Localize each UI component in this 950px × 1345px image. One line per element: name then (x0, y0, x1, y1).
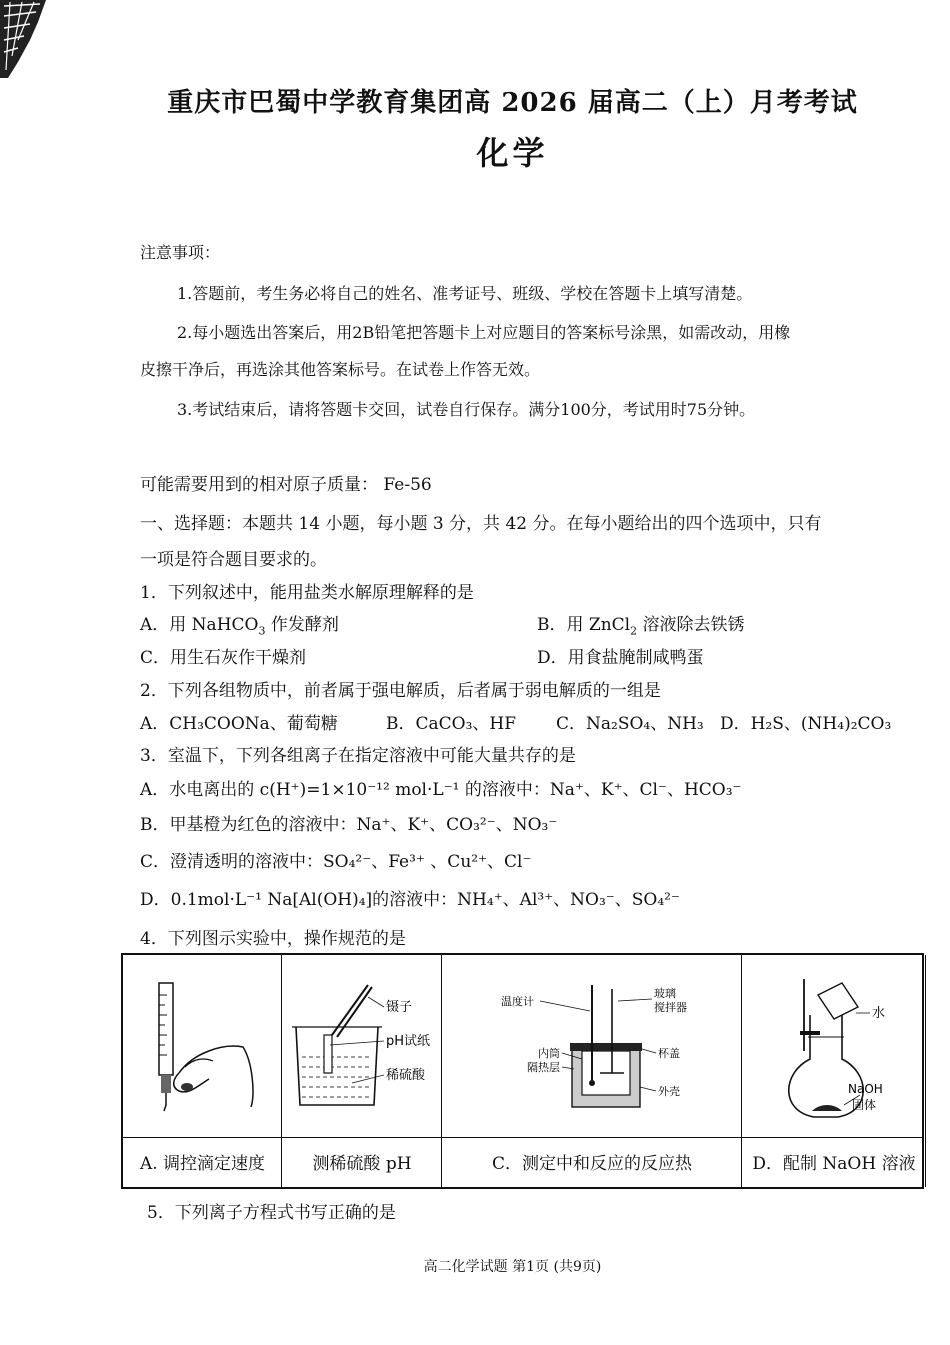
page-footer: 高二化学试题 第1页 (共9页) (423, 1259, 602, 1275)
calorimeter-drawing (442, 955, 740, 1137)
label-water: 水 (872, 1006, 886, 1021)
caption-d: D．配制 NaOH 溶液 (752, 1154, 916, 1174)
label-thermometer: 温度计 (501, 995, 534, 1008)
label-outer-shell: 外壳 (658, 1085, 680, 1098)
caption-c: C．测定中和反应的反应热 (491, 1154, 692, 1174)
notice-item-2a: 2.每小题选出答案后，用2B铅笔把答题卡上对应题目的答案标号涂黑，如需改动，用橡 (177, 323, 791, 342)
label-ph-paper: pH试纸 (386, 1034, 431, 1049)
atomic-mass: 可能需要用到的相对原子质量： Fe-56 (140, 475, 432, 495)
section-intro-a: 一、选择题：本题共 14 小题，每小题 3 分，共 42 分。在每小题给出的四个选项中，只有 (140, 514, 822, 534)
q2-option-d: D．H₂S、(NH₄)₂CO₃ (720, 714, 892, 734)
label-tweezers: 镊子 (386, 1000, 413, 1015)
q2-option-c: C．Na₂SO₄、NH₃ (556, 714, 704, 734)
caption-a: A. 调控滴定速度 (139, 1154, 266, 1174)
label-solid: 固体 (852, 1098, 877, 1112)
q1-option-d: D．用食盐腌制咸鸭蛋 (537, 648, 704, 668)
caption-b: 测稀硫酸 pH (312, 1154, 412, 1174)
q3-stem: 3．室温下，下列各组离子在指定溶液中可能大量共存的是 (140, 746, 576, 766)
q1-option-c: C．用生石灰作干燥剂 (140, 648, 307, 668)
label-lid: 杯盖 (658, 1047, 680, 1060)
notice-heading: 注意事项： (140, 243, 221, 262)
q3-option-c: C．澄清透明的溶液中：SO₄²⁻、Fe³⁺ 、Cu²⁺、Cl⁻ (140, 852, 532, 872)
q2-stem: 2．下列各组物质中，前者属于强电解质，后者属于弱电解质的一组是 (140, 681, 661, 701)
label-naoh: NaOH (848, 1082, 883, 1096)
section-intro-b: 一项是符合题目要求的。 (140, 550, 327, 570)
exam-title: 重庆市巴蜀中学教育集团高 2026 届高二（上）月考考试 (167, 88, 858, 118)
notice-item-1: 1.答题前，考生务必将自己的姓名、准考证号、班级、学校在答题卡上填写清楚。 (177, 284, 753, 303)
q4-stem: 4．下列图示实验中，操作规范的是 (140, 929, 406, 949)
label-dilute-acid: 稀硫酸 (386, 1068, 426, 1083)
q3-option-a: A．水电离出的 c(H⁺)=1×10⁻¹² mol·L⁻¹ 的溶液中：Na⁺、K⁺、Cl⁻、HCO₃⁻ (140, 780, 742, 800)
q3-option-d: D．0.1mol·L⁻¹ Na[Al(OH)₄]的溶液中：NH₄⁺、Al³⁺、NO₃⁻、SO₄²⁻ (140, 890, 680, 910)
label-glass: 玻璃 (654, 987, 676, 1000)
label-stirrer: 搅拌器 (654, 1001, 687, 1014)
q1-option-b: B．用 ZnCl$_2$ 溶液除去铁锈 (537, 615, 745, 638)
notice-item-2b: 皮擦干净后，再选涂其他答案标号。在试卷上作答无效。 (140, 360, 541, 379)
label-insulation: 隔热层 (527, 1061, 560, 1074)
q2-option-a: A．CH₃COONa、葡萄糖 (140, 714, 338, 734)
q2-option-b: B．CaCO₃、HF (386, 714, 517, 734)
label-inner-cup: 内筒 (538, 1047, 560, 1060)
caption-divider (123, 1137, 922, 1138)
beaker-drawing (282, 955, 440, 1137)
corner-scan-mark (0, 0, 50, 80)
notice-item-3: 3.考试结束后，请将答题卡交回，试卷自行保存。满分100分，考试用时75分钟。 (177, 400, 756, 419)
q4-figure-table (121, 953, 924, 1189)
burette-drawing (123, 955, 280, 1137)
q1-stem: 1．下列叙述中，能用盐类水解原理解释的是 (140, 583, 474, 603)
q5-stem: 5．下列离子方程式书写正确的是 (147, 1203, 396, 1223)
flask-drawing (742, 955, 924, 1137)
q3-option-b: B．甲基橙为红色的溶液中：Na⁺、K⁺、CO₃²⁻、NO₃⁻ (140, 815, 558, 835)
subject-title: 化学 (476, 134, 549, 172)
q1-option-a: A．用 NaHCO$_3$ 作发酵剂 (140, 615, 339, 638)
